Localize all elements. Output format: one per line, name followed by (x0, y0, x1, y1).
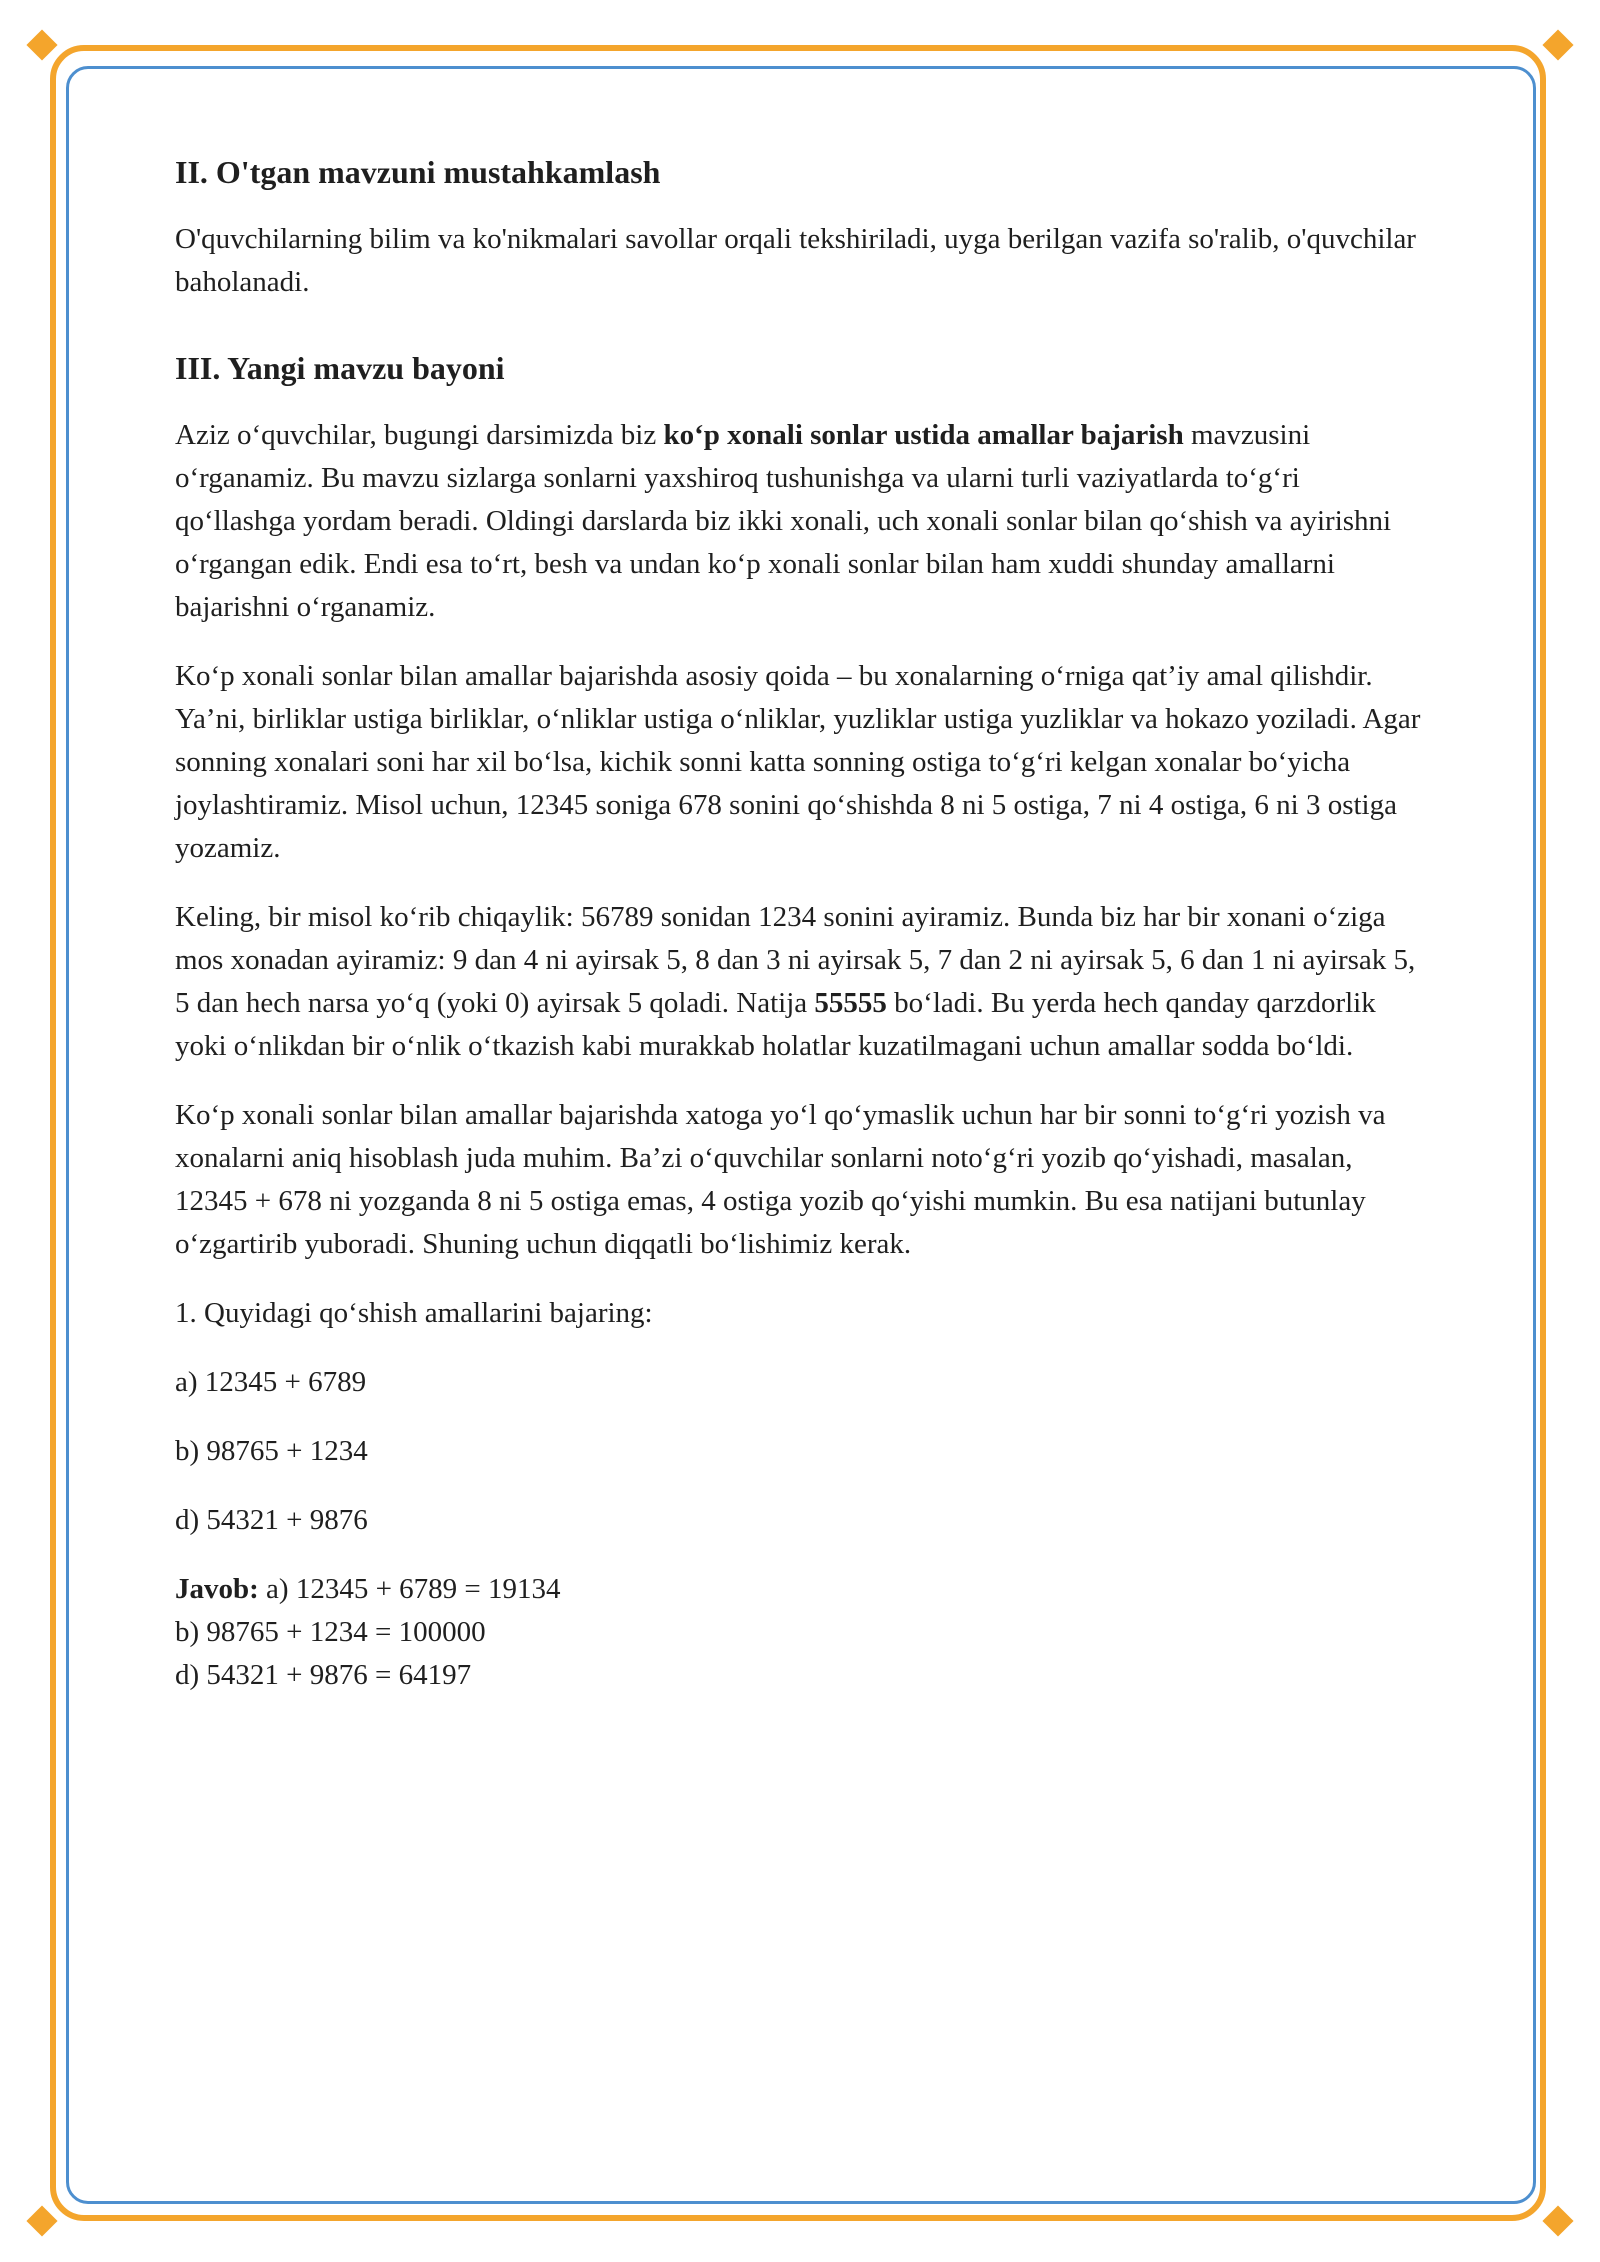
result-bold: 55555 (814, 987, 887, 1019)
corner-ornament-bottom-left (26, 2205, 57, 2236)
topic-name-bold: ko‘p xonali sonlar ustida amallar bajarish (663, 419, 1184, 451)
section-heading-reinforcement: II. O'tgan mavzuni mustahkamlash (175, 154, 661, 190)
answer-d: d) 54321 + 9876 = 64197 (175, 1659, 472, 1691)
paragraph-caution: Ko‘p xonali sonlar bilan amallar bajarishda xatoga yo‘l qo‘ymaslik uchun har bir sonni to‘g‘ri yozish va xonalarni aniq hisoblash juda muhim. Ba’zi o‘quvchilar sonlarni noto‘g‘ri yozib qo‘yishadi, masalan, 12345 + 678 ni yozganda 8 ni 5 ostiga emas, 4 ostiga yozib qo‘yishi mumkin. Bu esa natijani butunlay o‘zgartirib yuboradi. Shuning uchun diqqatli bo‘lishimiz kerak. (175, 1099, 1386, 1260)
paragraph-reinforcement: O'quvchilarning bilim va ko'nikmalari savollar orqali tekshiriladi, uyga berilgan vazifa so'ralib, o'quvchilar baholanadi. (175, 223, 1416, 298)
answer-b: b) 98765 + 1234 = 100000 (175, 1616, 486, 1648)
answer-label: Javob: (175, 1573, 259, 1605)
answer-block (175, 1568, 1425, 1697)
answer-a: a) 12345 + 6789 = 19134 (258, 1573, 561, 1605)
corner-ornament-top-right (1542, 29, 1573, 60)
section-heading-new-topic: III. Yangi mavzu bayoni (175, 350, 505, 386)
paragraph-intro: Aziz o‘quvchilar, bugungi darsimizda biz ko‘p xonali sonlar ustida amallar bajarish mavzusini o‘rganamiz. Bu mavzu sizlarga sonlarni yaxshiroq tushunishga va ularni turli vaziyatlarda to‘g‘ri qo‘llashga yordam beradi. Oldingi darslarda biz ikki xonali, uch xonali sonlar bilan qo‘shish va ayirishni o‘rgangan edik. Endi esa to‘rt, besh va undan ko‘p xonali sonlar bilan ham xuddi shunday amallarni bajarishni o‘rganamiz. (175, 419, 1392, 623)
paragraph-main-rule: Ko‘p xonali sonlar bilan amallar bajarishda asosiy qoida – bu xonalarning o‘rniga qat’iy amal qilishdir. Ya’ni, birliklar ustiga birliklar, o‘nliklar ustiga o‘nliklar, yuzliklar ustiga yuzliklar va hokazo yoziladi. Agar sonning xonalari soni har xil bo‘lsa, kichik sonni katta sonning ostiga to‘g‘ri kelgan xonalar bo‘yicha joylashtiramiz. Misol uchun, 12345 soniga 678 sonini qo‘shishda 8 ni 5 ostiga, 7 ni 4 ostiga, 6 ni 3 ostiga yozamiz. (175, 660, 1421, 864)
paragraph-example: Keling, bir misol ko‘rib chiqaylik: 56789 sonidan 1234 sonini ayiramiz. Bunda biz har bir xonani o‘ziga mos xonadan ayiramiz: 9 dan 4 ni ayirsak 5, 8 dan 3 ni ayirsak 5, 7 dan 2 ni ayirsak 5, 6 dan 1 ni ayirsak 5, 5 dan hech narsa yo‘q (yoki 0) ayirsak 5 qoladi. Natija 55555 bo‘ladi. Bu yerda hech qanday qarzdorlik yoki o‘nlikdan bir o‘nlik o‘tkazish kabi murakkab holatlar kuzatilmagani uchun amallar sodda bo‘ldi. (175, 901, 1416, 1062)
task-item-d: d) 54321 + 9876 (175, 1504, 368, 1536)
task-item-a: a) 12345 + 6789 (175, 1366, 367, 1398)
document-content (175, 152, 1425, 1723)
task-item-b: b) 98765 + 1234 (175, 1435, 368, 1467)
corner-ornament-top-left (26, 29, 57, 60)
task-title: 1. Quyidagi qo‘shish amallarini bajaring: (175, 1297, 653, 1329)
corner-ornament-bottom-right (1542, 2205, 1573, 2236)
